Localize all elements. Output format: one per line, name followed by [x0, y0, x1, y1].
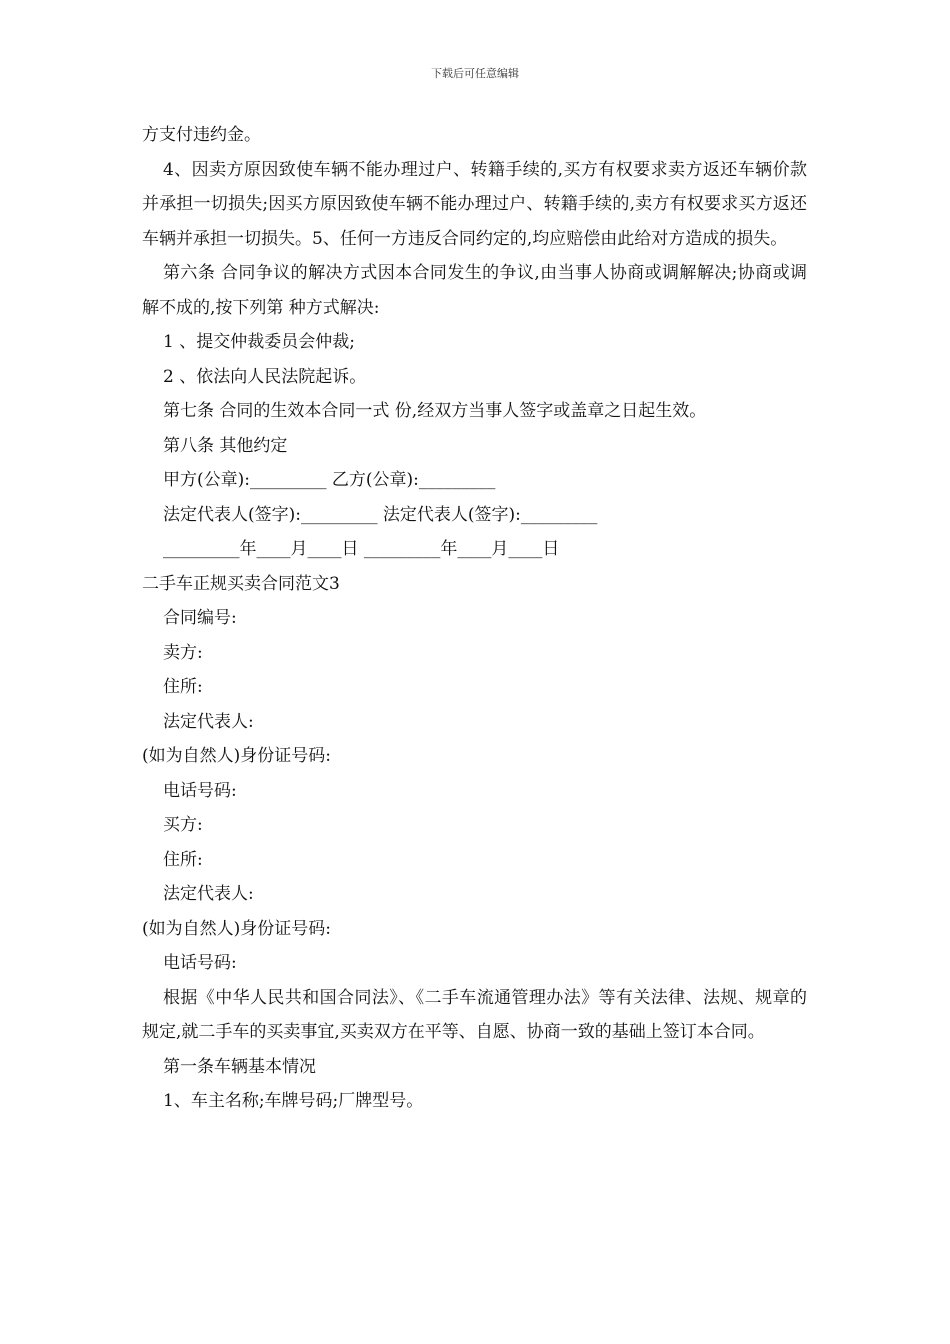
- field-buyer-representative: 法定代表人:: [163, 884, 254, 904]
- field-seller-address: 住所:: [163, 677, 203, 697]
- field-buyer-address: 住所:: [163, 849, 203, 870]
- article-1-vehicle-info: 第一条车辆基本情况: [163, 1056, 316, 1077]
- article-7-effectiveness: 第七条 合同的生效本合同一式 份,经双方当事人签字或盖章之日起生效。: [163, 401, 707, 421]
- field-buyer: 买方:: [163, 815, 203, 835]
- field-buyer-phone: 电话号码:: [163, 953, 237, 973]
- field-buyer-id-number: (如为自然人)身份证号码:: [142, 918, 331, 939]
- field-seller-representative: 法定代表人:: [163, 711, 254, 732]
- paragraph-penalty-continuation: 方支付违约金。: [142, 125, 261, 145]
- field-seller: 卖方:: [163, 642, 203, 663]
- document-body: [142, 118, 807, 1119]
- paragraph-transfer-failure: 4、因卖方原因致使车辆不能办理过户、转籍手续的,买方有权要求卖方返还车辆价款并承担一切损失;因买方原因致使车辆不能办理过户、转籍手续的,卖方有权要求买方返还车辆并承担一切损失。5、任何一方违反合同约定的,均应赔偿由此给对方造成的损失。: [142, 159, 807, 249]
- dispute-option-arbitration: 1 、提交仲裁委员会仲裁;: [163, 332, 355, 352]
- vehicle-owner-plate-model: 1、车主名称;车牌号码;厂牌型号。: [163, 1091, 424, 1111]
- page-header: 下载后可任意编辑: [431, 67, 519, 80]
- signature-representative-line: 法定代表人(签字):_________ 法定代表人(签字):_________: [163, 504, 598, 525]
- article-6-dispute-resolution: 第六条 合同争议的解决方式因本合同发生的争议,由当事人协商或调解解决;协商或调解不成的,按下列第 种方式解决:: [142, 263, 807, 318]
- field-seller-id-number: (如为自然人)身份证号码:: [142, 746, 331, 766]
- field-seller-phone: 电话号码:: [163, 780, 237, 801]
- article-8-other-terms: 第八条 其他约定: [163, 435, 288, 456]
- paragraph-legal-basis: 根据《中华人民共和国合同法》、《二手车流通管理办法》等有关法律、法规、规章的规定,就二手车的买卖事宜,买卖双方在平等、自愿、协商一致的基础上签订本合同。: [142, 987, 807, 1042]
- section-title-sample-3: 二手车正规买卖合同范文3: [142, 573, 340, 594]
- signature-seal-line: 甲方(公章):_________ 乙方(公章):_________: [163, 470, 496, 490]
- field-contract-number: 合同编号:: [163, 608, 237, 628]
- dispute-option-court: 2 、依法向人民法院起诉。: [163, 366, 367, 387]
- signature-date-line: _________年____月____日 _________年____月____日: [163, 539, 560, 559]
